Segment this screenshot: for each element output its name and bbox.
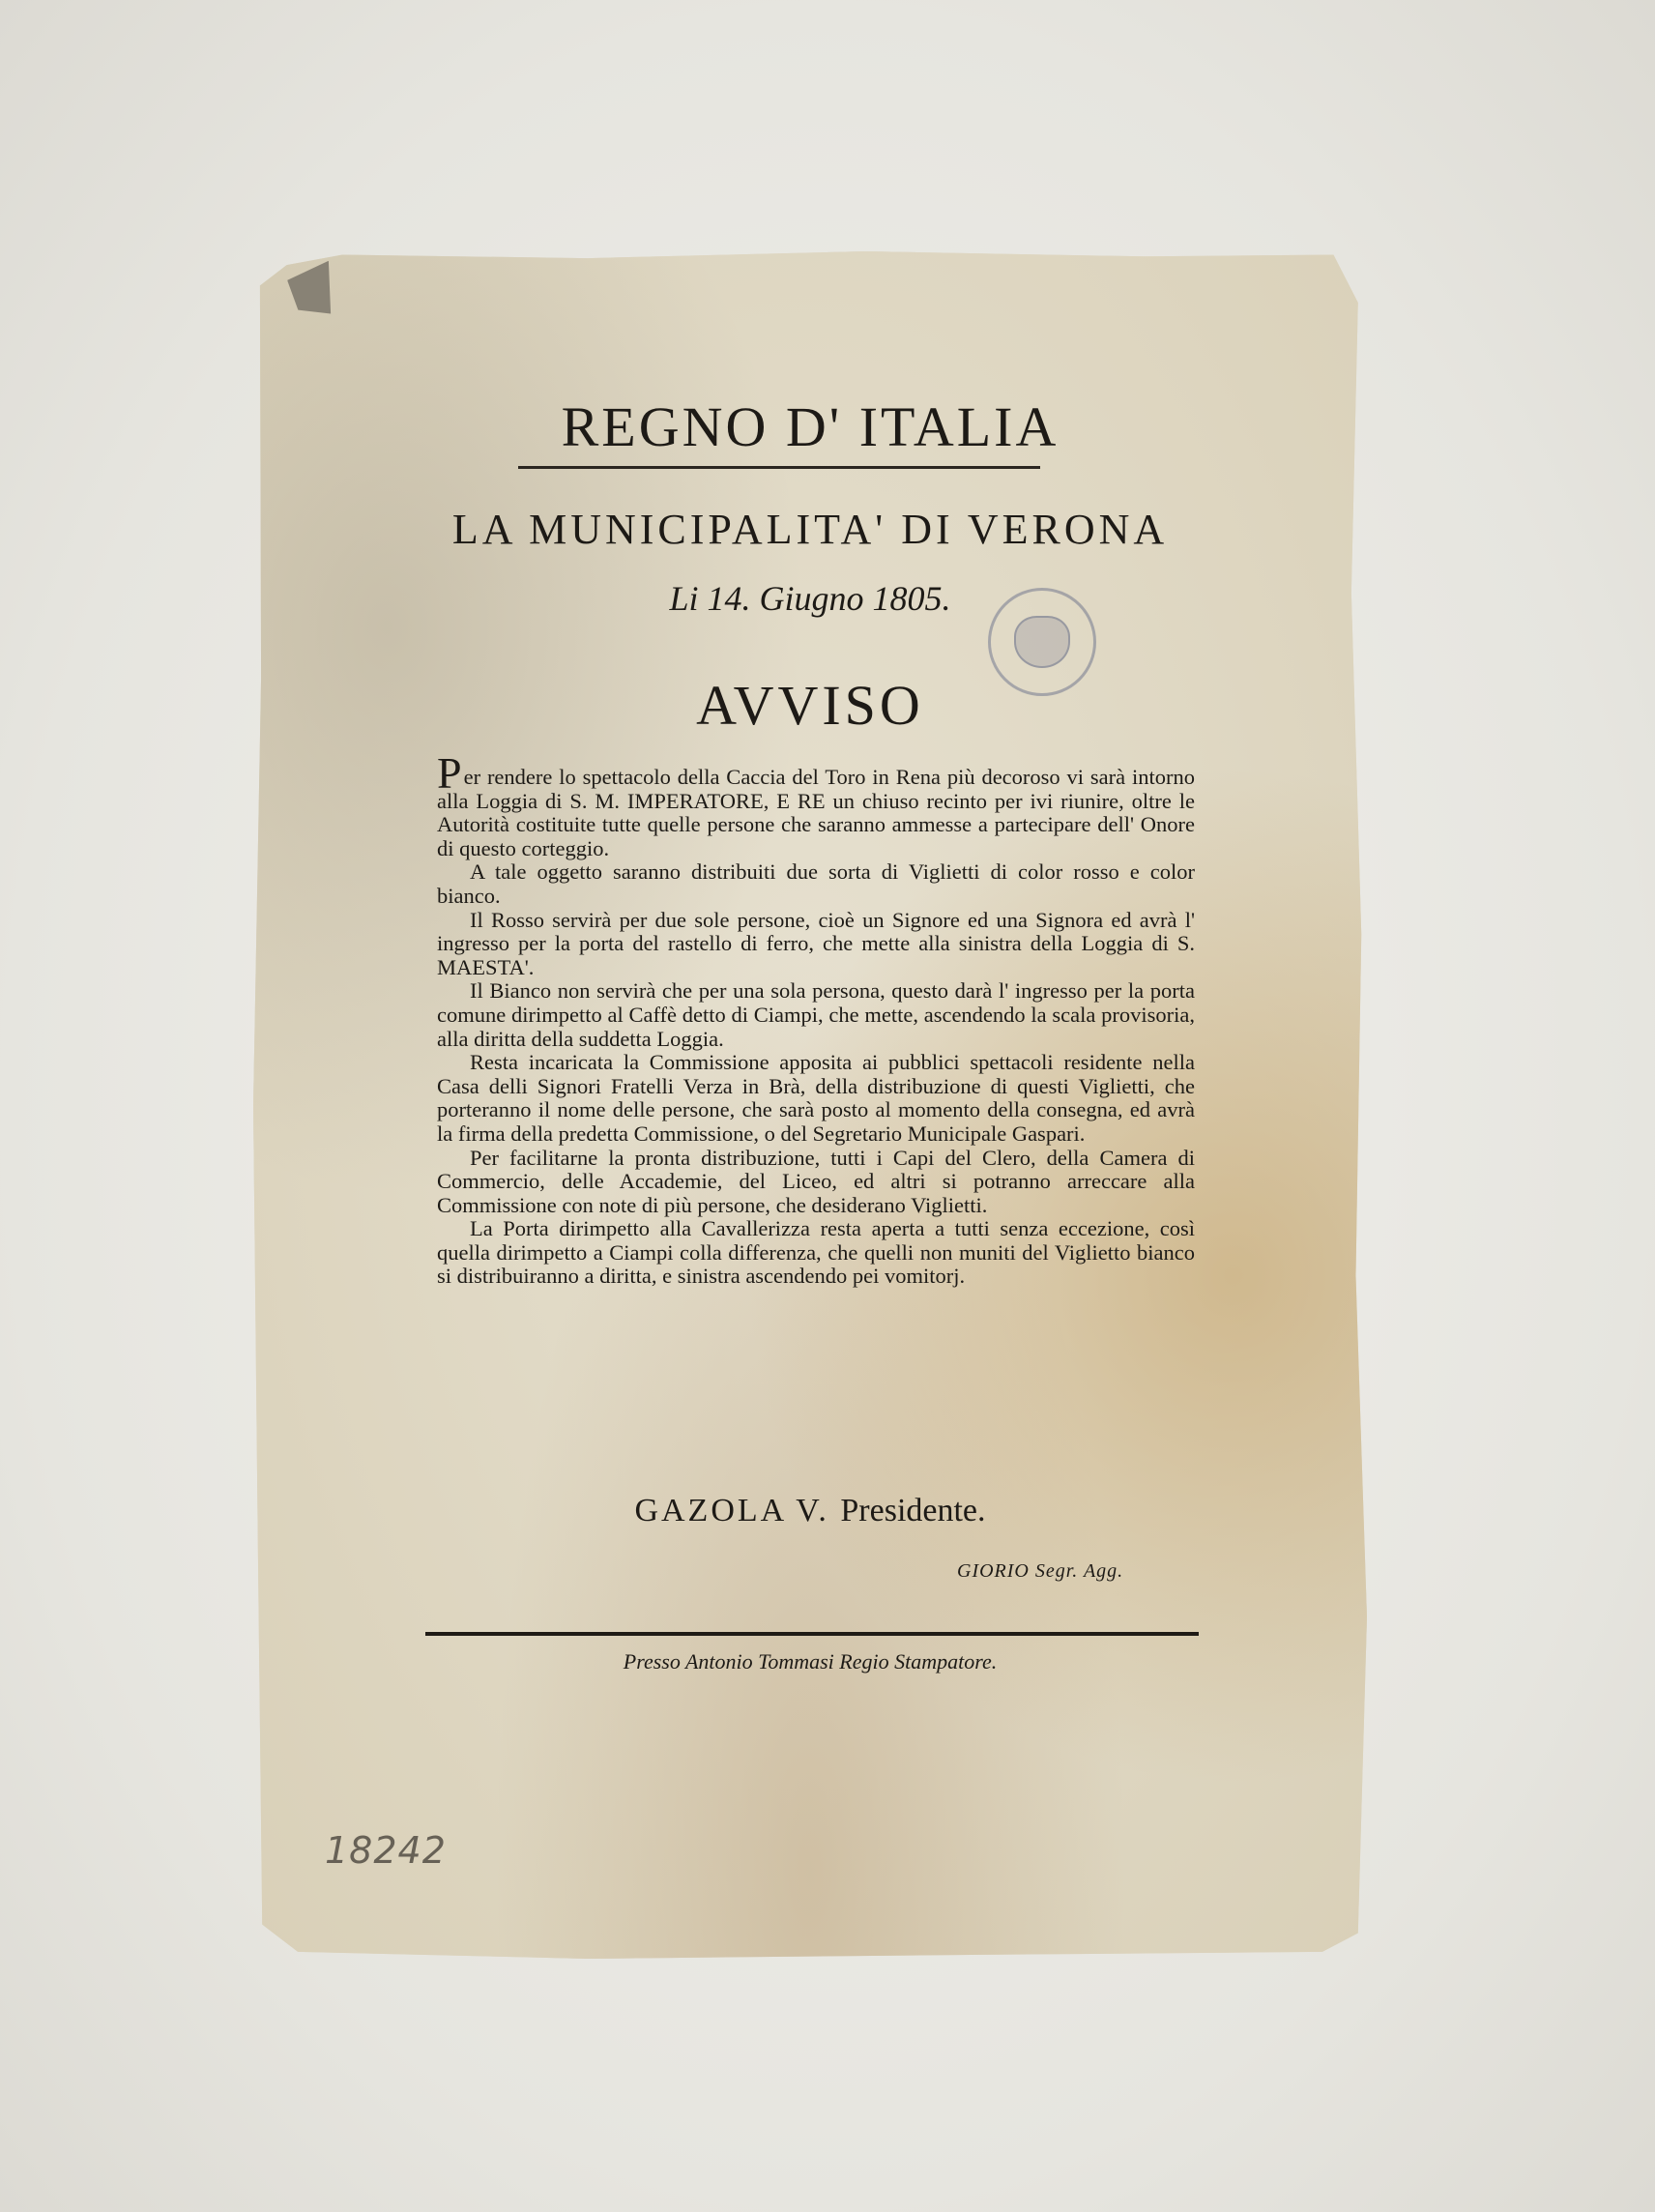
paragraph-text: er rendere lo spettacolo della Caccia del Toro in Rena più decoroso vi sarà intorno alla Loggia di S. M. IMPERATORE, E RE un chiuso recinto per ivi riunire, oltre le Autorità costituite tutte quelle persone che saranno ammesse a partecipare dell' Onore di questo corteggio. — [437, 765, 1195, 860]
heading-kingdom: REGNO D' ITALIA — [561, 395, 1060, 458]
paragraph: La Porta dirimpetto alla Cavallerizza resta aperta a tutti senza eccezione, così quella dirimpetto a Ciampi colla differenza, che quelli non muniti del Viglietto bianco si distribuiranno a diritta, e sinistra ascendendo pei vomitorj. — [437, 1216, 1195, 1289]
notice-title: AVVISO — [696, 674, 924, 737]
drop-cap: P — [437, 748, 462, 798]
paragraph: Resta incaricata la Commissione apposita ai pubblici spettacoli residente nella Casa delli Signori Fratelli Verza in Brà, della distribuzione di questi Viglietti, che porteranno il nome delle persone, che sarà posto al momento della consegna, ed avrà la firma della predetta Commissione, o del Segretario Municipale Gaspari. — [437, 1050, 1195, 1146]
signature — [253, 1493, 1367, 1529]
footer-rule — [425, 1632, 1199, 1636]
archive-number: 18242 — [325, 1829, 447, 1872]
paragraph: Per facilitarne la pronta distribuzione, tutti i Capi del Clero, della Camera di Commercio, delle Accademie, del Liceo, ed altri si potranno arreccare alla Commissione con note di più persone, che desiderano Viglietti. — [437, 1145, 1195, 1217]
signature-name: GAZOLA V. — [634, 1493, 829, 1528]
paragraph: Il Bianco non servirà che per una sola persona, questo darà l' ingresso per la porta comune dirimpetto al Caffè detto di Ciampi, che mette, ascendendo la scala provisoria, alla diritta della suddetta Loggia. — [437, 978, 1195, 1051]
date-line: Li 14. Giugno 1805. — [669, 579, 951, 618]
heading-municipality: LA MUNICIPALITA' DI VERONA — [451, 506, 1169, 553]
paragraph: Il Rosso servirà per due sole persone, cioè un Signore ed una Signora ed avrà l' ingresso per la porta del rastello di ferro, che mette alla sinistra della Loggia di S. MAESTA'. — [437, 907, 1195, 979]
paragraph — [437, 748, 1195, 860]
heading-rule — [518, 466, 1040, 469]
secretary-line: GIORIO Segr. Agg. — [957, 1560, 1124, 1582]
printer-line: Presso Antonio Tommasi Regio Stampatore. — [623, 1649, 998, 1674]
notice-body — [437, 748, 1195, 1289]
stamp-crest-icon — [1014, 616, 1070, 668]
paragraph: A tale oggetto saranno distribuiti due sorta di Viglietti di color rosso e color bianco. — [437, 859, 1195, 908]
signature-title: Presidente. — [840, 1493, 986, 1528]
